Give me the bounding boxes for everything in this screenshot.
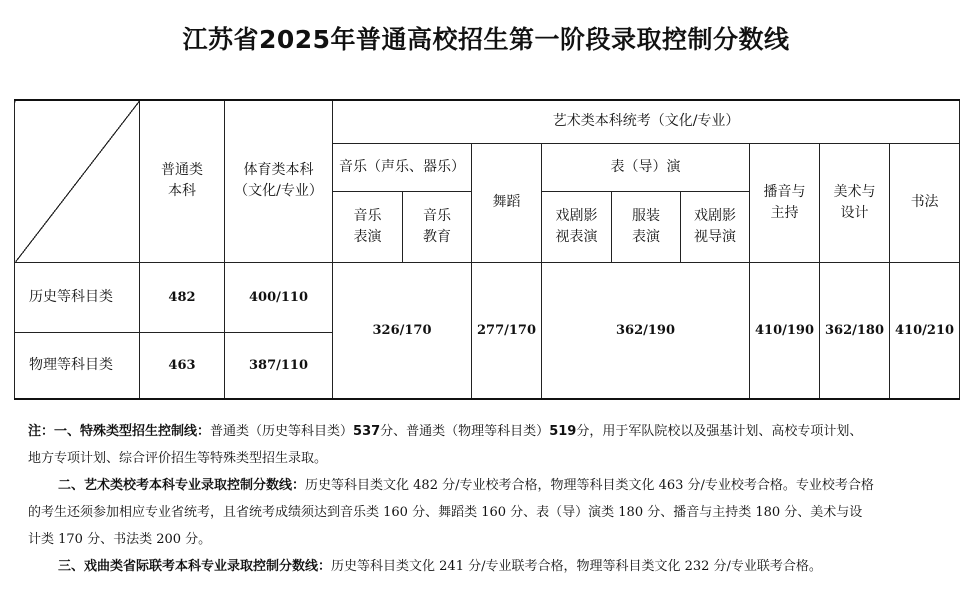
note-1: 注：一、特殊类型招生控制线：普通类（历史等科目类）537分、普通类（物理等科目类）519分，用于军队院校以及强基计划、高校专项计划、 bbox=[28, 424, 863, 439]
header-dance: 舞蹈 bbox=[472, 143, 542, 262]
tiyu-score-history: 400/110 bbox=[225, 262, 333, 332]
note-2: 二、艺术类校考本科专业录取控制分数线：历史等科目类文化 482 分/专业校考合格，物理等科目类文化 463 分/专业校考合格。专业校考合格 bbox=[58, 478, 874, 493]
header-music-edu: 音乐 教育 bbox=[403, 191, 472, 262]
note-1-line-2: 地方专项计划、综合评价招生等特殊类型招生录取。 bbox=[28, 451, 328, 466]
header-art-group: 艺术类本科统考（文化/专业） bbox=[333, 100, 960, 143]
header-drama-film-perf: 戏剧影 视表演 bbox=[542, 191, 612, 262]
fine-art-score: 362/180 bbox=[820, 262, 890, 399]
broadcast-score: 410/190 bbox=[750, 262, 820, 399]
tiyu-score-physics: 387/110 bbox=[225, 332, 333, 399]
dance-score: 277/170 bbox=[472, 262, 542, 399]
notes-section bbox=[28, 418, 948, 580]
header-calligraphy: 书法 bbox=[890, 143, 960, 262]
calligraphy-score: 410/210 bbox=[890, 262, 960, 399]
music-score: 326/170 bbox=[333, 262, 472, 399]
page-title: 江苏省2025年普通高校招生第一阶段录取控制分数线 bbox=[182, 25, 790, 54]
table-row bbox=[15, 262, 960, 332]
note-2-line-3: 计类 170 分、书法类 200 分。 bbox=[28, 532, 212, 547]
header-biao-group: 表（导）演 bbox=[542, 143, 750, 191]
putong-score-physics: 463 bbox=[140, 332, 225, 399]
header-music-group: 音乐（声乐、器乐） bbox=[333, 143, 472, 191]
biao-score: 362/190 bbox=[542, 262, 750, 399]
note-3: 三、戏曲类省际联考本科专业录取控制分数线：历史等科目类文化 241 分/专业联考合格，物理等科目类文化 232 分/专业联考合格。 bbox=[58, 559, 822, 574]
header-drama-film-dir: 戏剧影 视导演 bbox=[681, 191, 750, 262]
header-tiyu: 体育类本科 （文化/专业） bbox=[225, 100, 333, 262]
note-2-line-2: 的考生还须参加相应专业省统考，且省统考成绩须达到音乐类 160 分、舞蹈类 160 分、表（导）演类 180 分、播音与主持类 180 分、美术与设 bbox=[28, 505, 863, 520]
putong-score-history: 482 bbox=[140, 262, 225, 332]
score-table bbox=[14, 99, 960, 400]
row-label-physics: 物理等科目类 bbox=[15, 332, 140, 399]
header-costume-perf: 服装 表演 bbox=[612, 191, 681, 262]
header-broadcast: 播音与 主持 bbox=[750, 143, 820, 262]
header-music-perf: 音乐 表演 bbox=[333, 191, 403, 262]
header-putong: 普通类 本科 bbox=[140, 100, 225, 262]
row-label-history: 历史等科目类 bbox=[15, 262, 140, 332]
header-diagonal-cell bbox=[15, 100, 140, 262]
header-fine-art: 美术与 设计 bbox=[820, 143, 890, 262]
